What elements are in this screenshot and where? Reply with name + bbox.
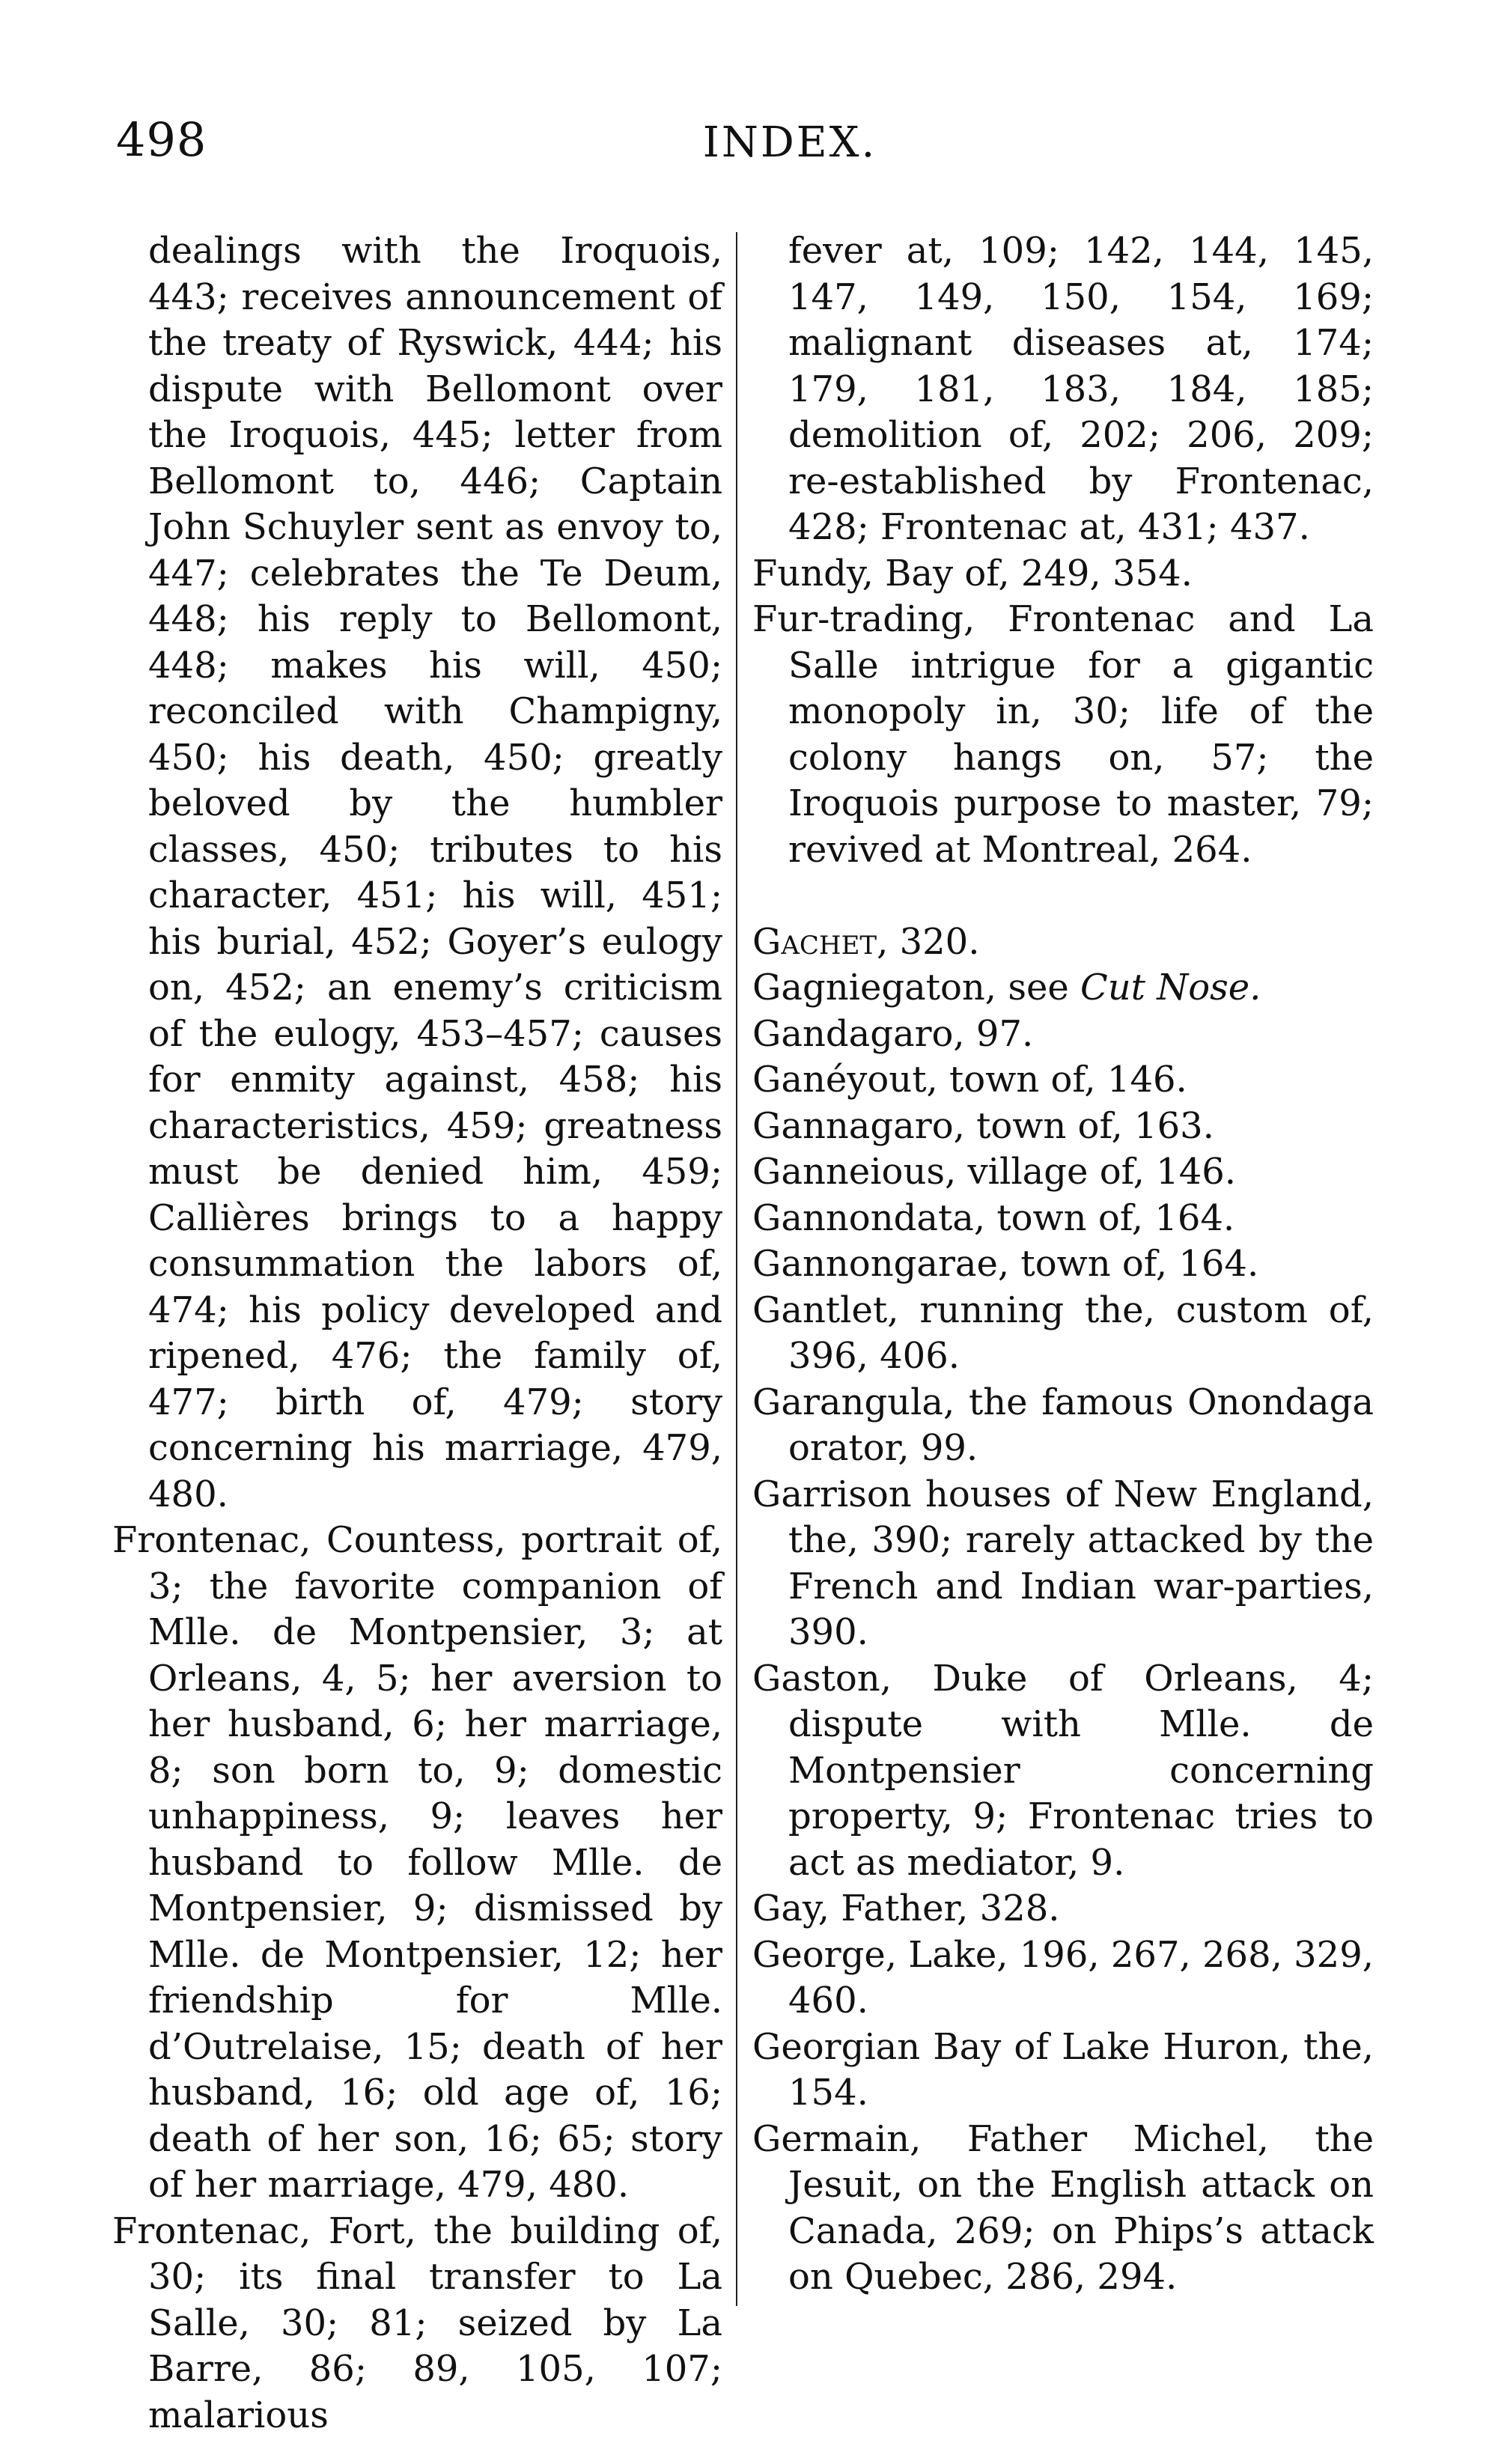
index-entry-continuation: fever at, 109; 142, 144, 145, 147, 149, 150, 154, 169; malignant diseases at, 174; 179, 181, 183, 184, 185; demolition of, 202; 206, 209; re-established by Frontenac, 428; Frontenac at, 431; 437. [788,230,1374,548]
index-entry: Garangula, the famous Onondaga orator, 99. [752,1381,1374,1469]
index-entry: Gannagaro, town of, 163. [752,1104,1214,1147]
page-header [109,112,1471,187]
index-entry: Gannondata, town of, 164. [752,1196,1235,1239]
index-entry: Garrison houses of New England, the, 390; rarely attacked by the French and Indian war-parties, 390. [752,1473,1374,1653]
index-entry: George, Lake, 196, 267, 268, 329, 460. [752,1933,1374,2022]
index-entry: Gay, Father, 328. [752,1887,1060,1929]
running-title: INDEX. [702,118,877,167]
index-entry: Frontenac, Fort, the building of, 30; its final transfer to La Salle, 30; 81; seized by La Barre, 86; 89, 105, 107; malarious [112,2209,722,2436]
right-column [752,228,1374,2301]
index-entry: Fur-trading, Frontenac and La Salle intrigue for a gigantic monopoly in, 30; life of the colony hangs on, 57; the Iroquois purpose to master, 79; revived at Montreal, 264. [752,598,1374,871]
left-column [112,228,722,2439]
index-entry: Gandagaro, 97. [752,1012,1034,1055]
index-entry: Gannongarae, town of, 164. [752,1243,1259,1285]
index-entry: Fundy, Bay of, 249, 354. [752,552,1193,594]
index-entry: Ganéyout, town of, 146. [752,1059,1187,1101]
cross-reference: Cut Nose. [1080,967,1261,1009]
page-number: 498 [116,112,207,167]
index-entry: Germain, Father Michel, the Jesuit, on the English attack on Canada, 269; on Phips’s attack on Quebec, 286, 294. [752,2117,1374,2298]
index-entry-text: Gagniegaton, see [752,967,1081,1009]
index-entry: Georgian Bay of Lake Huron, the, 154. [752,2025,1374,2114]
index-entry [752,919,1374,966]
index-heading-smallcaps: Gachet [752,920,877,963]
column-divider [736,232,737,2306]
index-entry: Frontenac, Countess, portrait of, 3; the favorite companion of Mlle. de Montpensier, 3; at Orleans, 4, 5; her aversion to her husband, 6; her marriage, 8; son born to, 9; domestic unhappiness, 9; leaves her husband to follow Mlle. de Montpensier, 9; dismissed by Mlle. de Montpensier, 12; her friendship for Mlle. d’Outrelaise, 15; death of her husband, 16; old age of, 16; death of her son, 16; 65; story of her marriage, 479, 480. [112,1519,722,2206]
letter-section-gap [752,873,1374,919]
index-entry [752,965,1374,1012]
index-entry-pages: , 320. [877,920,980,963]
index-entry: Gantlet, running the, custom of, 396, 406. [752,1289,1374,1377]
index-entry: Ganneious, village of, 146. [752,1151,1237,1193]
index-entry: Gaston, Duke of Orleans, 4; dispute with Mlle. de Montpensier concerning property, 9; Frontenac tries to act as mediator, 9. [752,1657,1374,1884]
index-entry-continuation: dealings with the Iroquois, 443; receives announcement of the treaty of Ryswick, 444; his dispute with Bellomont over the Iroquois, 445; letter from Bellomont to, 446; Captain John Schuyler sent as envoy to, 447; celebrates the Te Deum, 448; his reply to Bellomont, 448; makes his will, 450; reconciled with Champigny, 450; his death, 450; greatly beloved by the humbler classes, 450; tributes to his character, 451; his will, 451; his burial, 452; Goyer’s eulogy on, 452; an enemy’s criticism of the eulogy, 453–457; causes for enmity against, 458; his characteristics, 459; greatness must be denied him, 459; Callières brings to a happy consummation the labors of, 474; his policy developed and ripened, 476; the family of, 477; birth of, 479; story concerning his marriage, 479, 480. [148,230,722,1515]
